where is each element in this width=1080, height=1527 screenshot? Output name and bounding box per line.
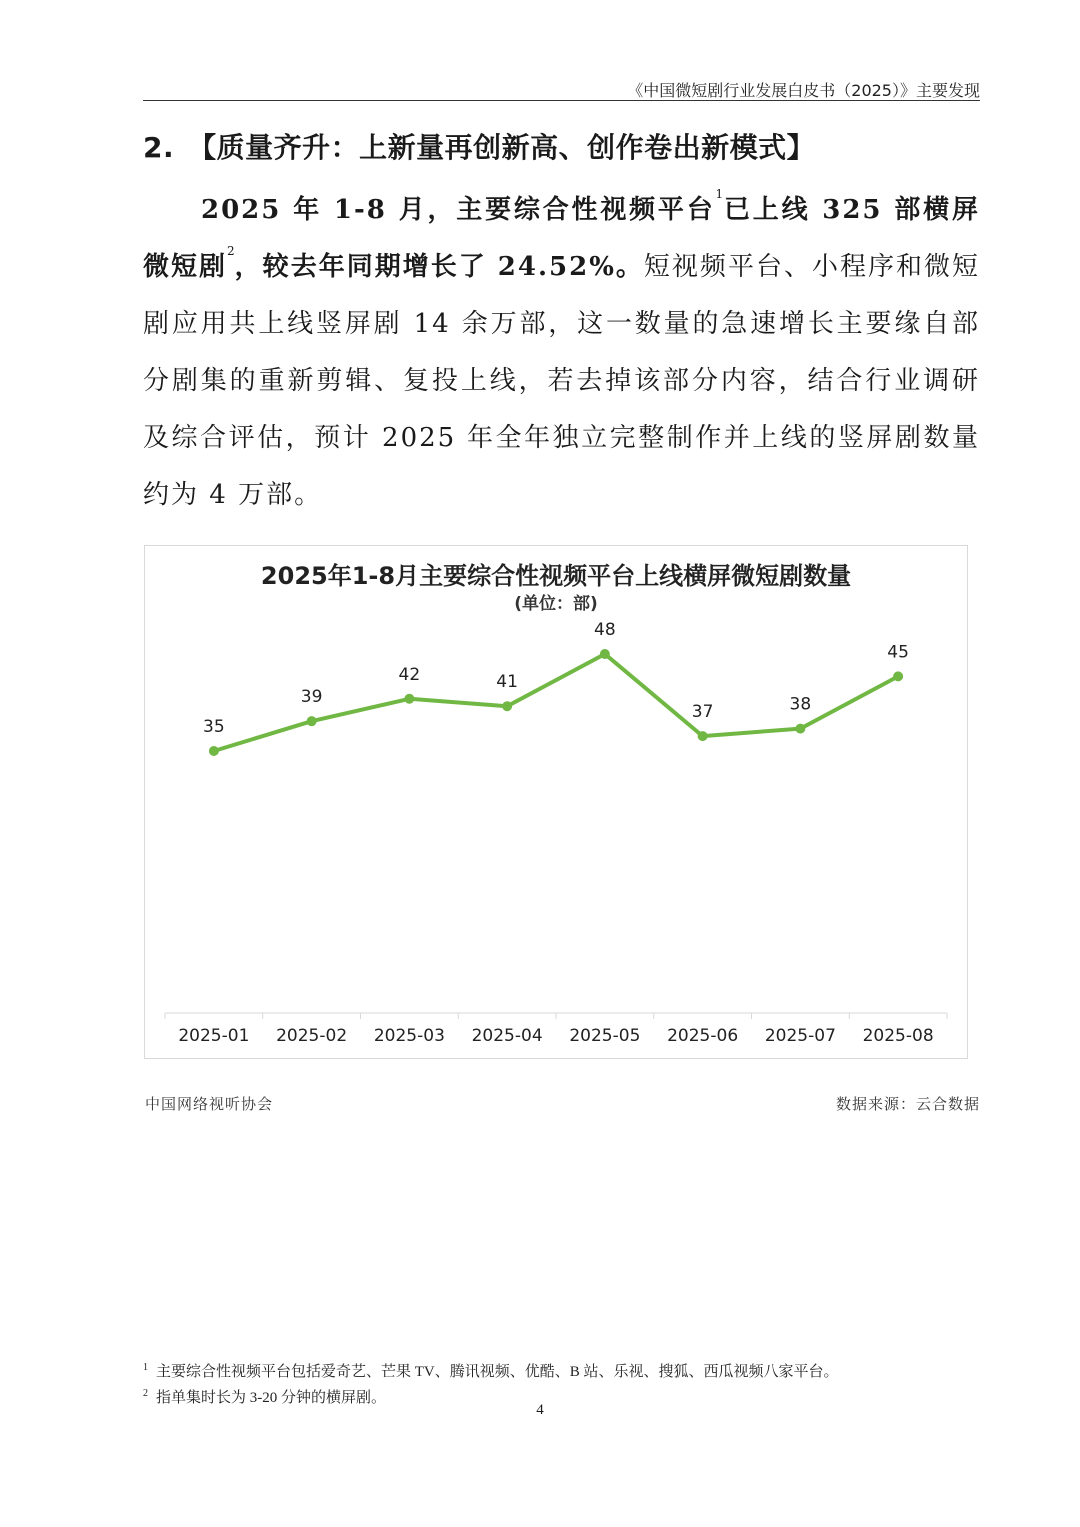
chart-canvas bbox=[145, 546, 967, 1058]
data-label: 42 bbox=[398, 664, 421, 685]
data-label: 39 bbox=[300, 687, 323, 708]
org-caption: 中国网络视听协会 bbox=[145, 1095, 274, 1113]
x-tick-label: 2025-01 bbox=[178, 1026, 250, 1046]
highlight-text-2: 已上线 325 部横屏微短剧 bbox=[143, 195, 980, 282]
chart-subtitle: (单位：部) bbox=[514, 594, 598, 614]
footnote-1: $^1$ 主要综合性视频平台包括爱奇艺、芒果 TV、腾讯视频、优酷、B 站、乐视、搜狐、西瓜视频八家平台。 bbox=[143, 1362, 839, 1380]
section-number: 2. bbox=[143, 131, 175, 164]
footnote-ref-1[interactable]: 1 bbox=[715, 187, 724, 201]
line-chart bbox=[144, 545, 968, 1059]
highlight-text-1: 2025 年 1-8 月，主要综合性视频平台 bbox=[201, 195, 716, 225]
data-point bbox=[893, 671, 903, 681]
x-tick-label: 2025-02 bbox=[276, 1026, 348, 1046]
chart-title: 2025年1-8月主要综合性视频平台上线横屏微短剧数量 bbox=[260, 562, 852, 590]
x-tick-label: 2025-07 bbox=[764, 1026, 836, 1046]
running-header: 《中国微短剧行业发展白皮书（2025）》主要发现 bbox=[627, 81, 980, 100]
footnote-ref-2[interactable]: 2 bbox=[227, 244, 235, 258]
data-point bbox=[209, 746, 219, 756]
body-text: 短视频平台、小程序和微短剧应用共上线竖屏剧 14 余万部，这一数量的急速增长主要缘自部分剧集的重新剪辑、复投上线，若去掉该部分内容，结合行业调研及综合评估，预计 2025 年全年独立完整制作并上线的竖屏剧数量约为 4 万部。 bbox=[143, 252, 980, 510]
x-axis-labels bbox=[178, 1026, 933, 1046]
x-tick-label: 2025-03 bbox=[373, 1026, 445, 1046]
body-paragraph bbox=[143, 182, 980, 524]
highlight-text-3: ，较去年同期增长了 24.52%。 bbox=[234, 252, 644, 282]
data-point bbox=[600, 649, 610, 659]
x-tick-label: 2025-05 bbox=[569, 1026, 641, 1046]
x-tick-label: 2025-08 bbox=[862, 1026, 934, 1046]
data-point bbox=[698, 731, 708, 741]
x-axis-ticks bbox=[165, 1013, 947, 1019]
x-tick-label: 2025-06 bbox=[667, 1026, 739, 1046]
data-label: 38 bbox=[789, 694, 812, 715]
data-label: 45 bbox=[887, 642, 909, 663]
data-point bbox=[502, 701, 512, 711]
data-point bbox=[404, 694, 414, 704]
source-caption: 数据来源：云合数据 bbox=[835, 1095, 980, 1113]
section-title: 【质量齐升：上新量再创新高、创作卷出新模式】 bbox=[188, 131, 816, 164]
data-point bbox=[307, 716, 317, 726]
page-number: 4 bbox=[536, 1402, 544, 1418]
footnote-2: $^2$ 指单集时长为 3-20 分钟的横屏剧。 bbox=[143, 1388, 386, 1406]
data-label: 35 bbox=[203, 717, 225, 737]
data-label: 41 bbox=[496, 672, 518, 693]
data-label: 37 bbox=[691, 702, 714, 723]
header-divider bbox=[143, 100, 980, 101]
x-tick-label: 2025-04 bbox=[471, 1026, 543, 1046]
section-heading bbox=[143, 126, 980, 166]
data-point bbox=[795, 724, 805, 734]
data-label: 48 bbox=[594, 620, 616, 640]
